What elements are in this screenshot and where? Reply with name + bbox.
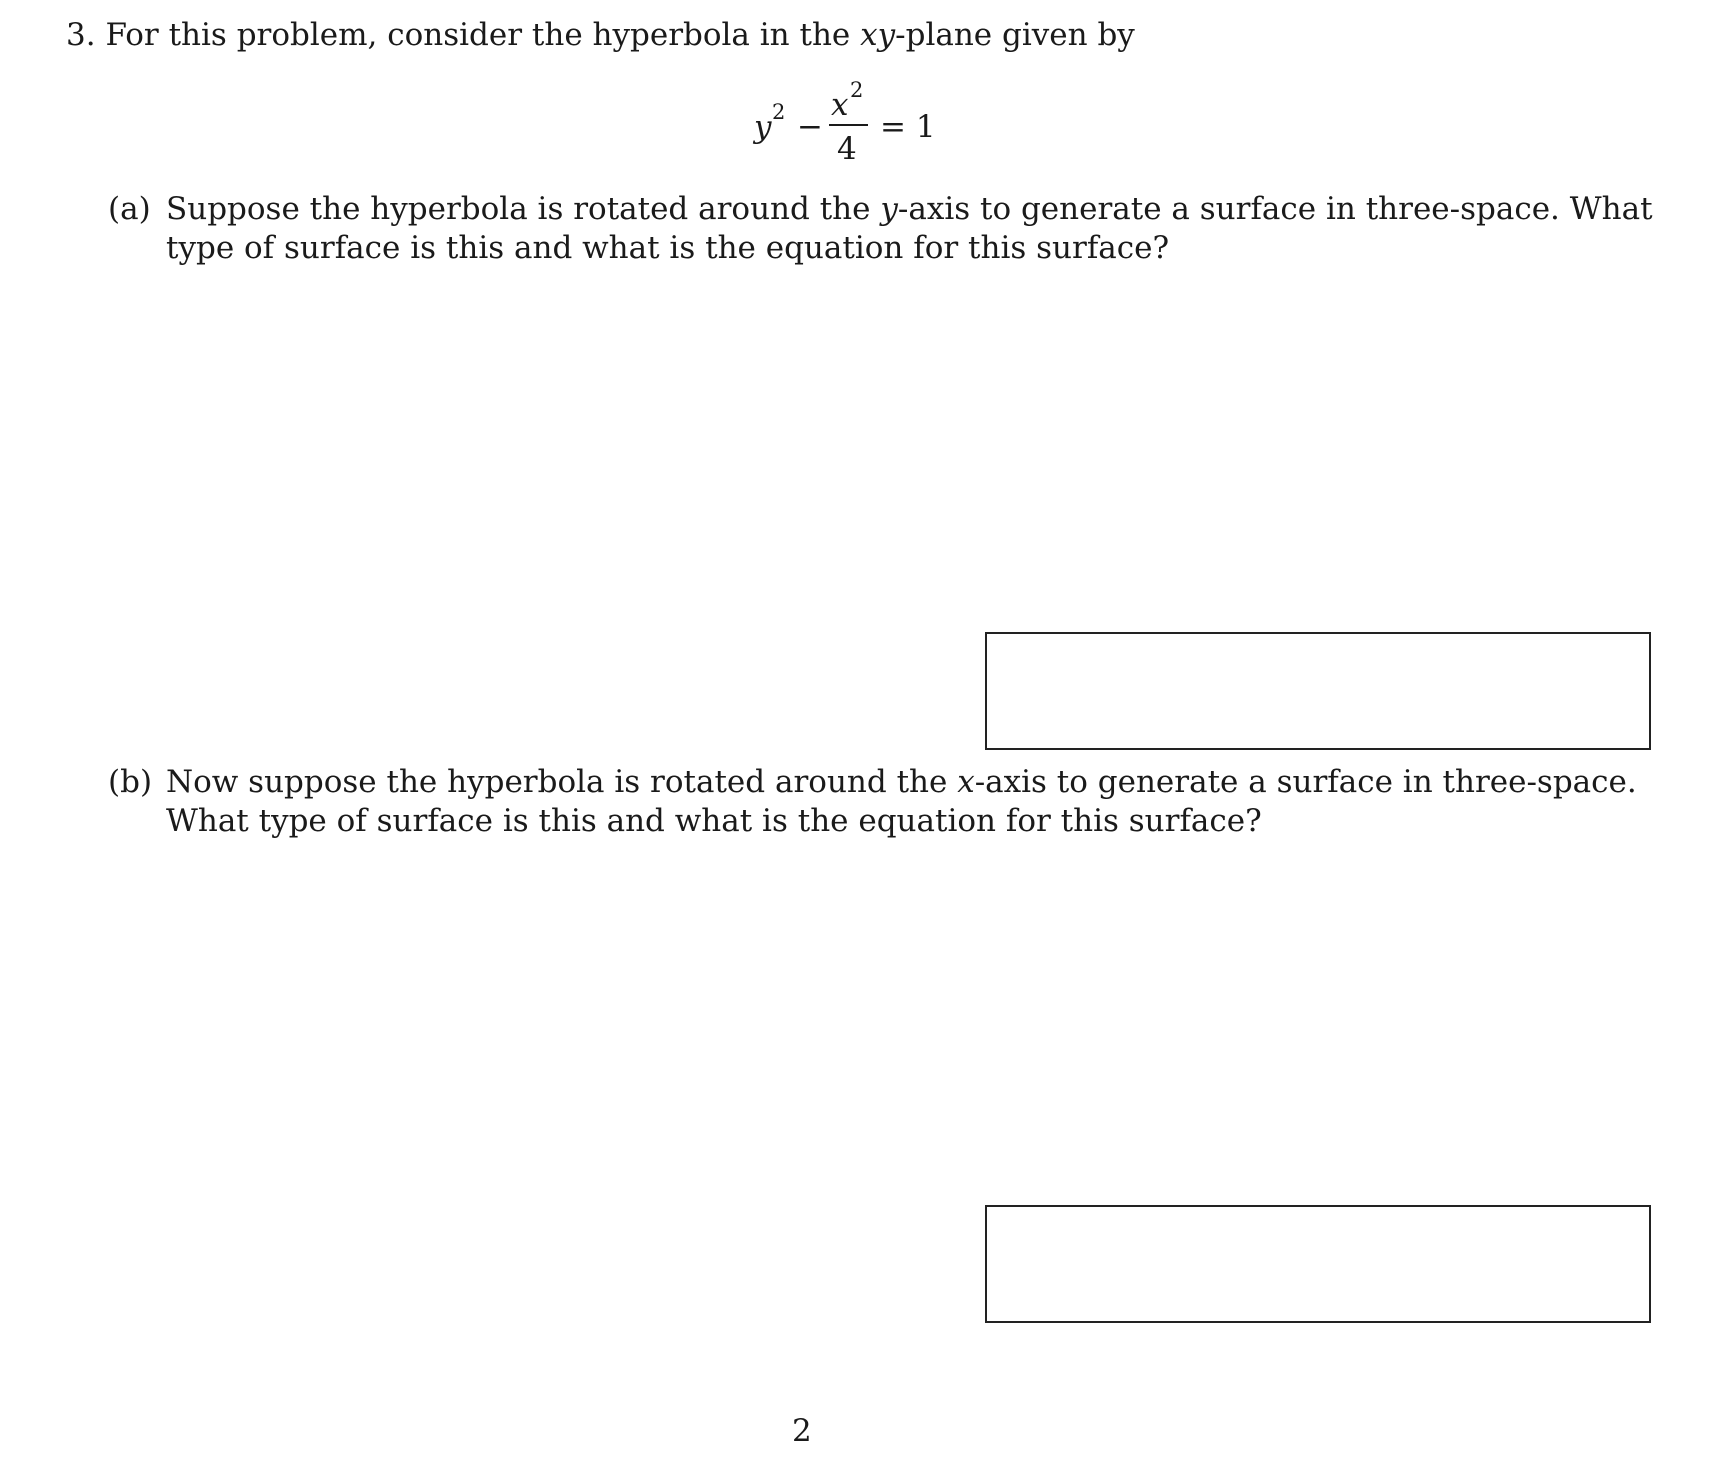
part-a-line-2: type of surface is this and what is the equation for this surface? [166,230,1170,266]
part-a-text-after: -axis to generate a surface in three-space. What [897,191,1653,227]
part-b-answer-box[interactable] [985,1205,1651,1323]
part-b-line-1 [166,763,1637,801]
part-b-text-before: Now suppose the hyperbola is rotated around the [166,764,958,800]
part-a-axis-var: y [880,191,898,227]
problem-number: 3. [66,17,96,53]
equation-y-exponent: 2 [772,100,786,124]
part-a-text-before: Suppose the hyperbola is rotated around the [166,191,881,227]
part-a-label: (a) [108,191,151,227]
part-b-line-2: What type of surface is this and what is the equation for this surface? [166,803,1262,839]
part-b-text-after: -axis to generate a surface in three-space. [974,764,1637,800]
equation-minus: − [797,109,823,145]
part-a-answer-box[interactable] [985,632,1651,750]
equation-denominator: 4 [837,131,857,167]
hyperbola-equation [0,0,1713,180]
part-a-line-1 [166,190,1653,228]
problem-intro-after: -plane given by [895,17,1135,53]
part-b-label: (b) [108,764,153,800]
page-number: 2 [792,1413,812,1449]
equation-numerator-var: x [831,87,849,123]
part-b-axis-var: x [957,764,975,800]
equation-fraction-bar [829,124,868,126]
equation-equals-one: = 1 [880,109,936,145]
equation-numerator-exponent: 2 [850,78,864,102]
problem-intro-math: xy [860,17,896,53]
equation-y-term: y [754,109,772,145]
problem-intro-before: For this problem, consider the hyperbola in the [105,17,861,53]
